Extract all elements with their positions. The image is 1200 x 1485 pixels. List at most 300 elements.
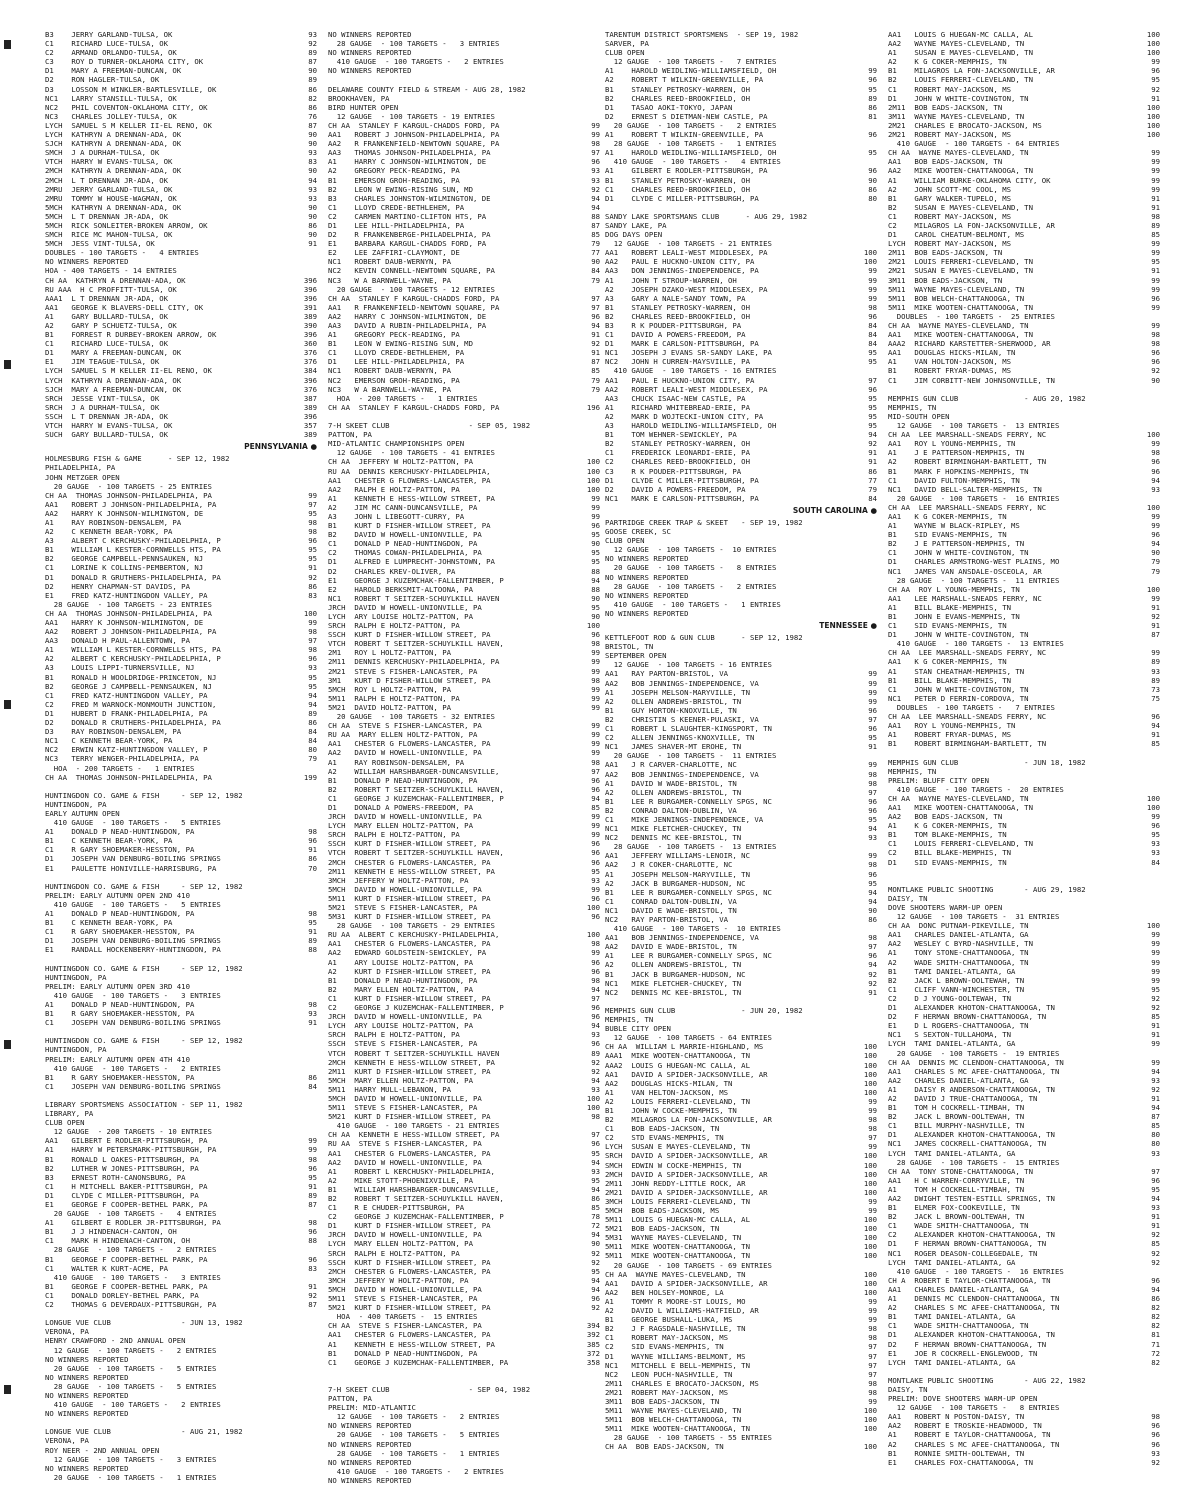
shooter-name: B1 RONNIE SMITH-OOLTEWAH, TN (888, 1448, 1025, 1458)
result-row (45, 563, 317, 572)
text-line: MID-ATLANTIC CHAMPIONSHIPS OPEN (328, 439, 465, 449)
shooter-name: A1 RAY ROBINSON-DENSALEM, PA (45, 517, 182, 527)
result-row (45, 1073, 317, 1082)
shooter-name: A1 HAROLD WEIDLING-WILLIAMSFIELD, OH (605, 66, 777, 76)
result-row (605, 706, 877, 715)
score: 91 (308, 845, 317, 855)
shooter-name: 5MCH DAVID W HOWELL-UNIONVILLE, PA (328, 1284, 482, 1294)
text-line: EARLY AUTUMN OPEN (45, 808, 120, 818)
result-row (888, 958, 1160, 967)
score: 96 (591, 966, 600, 976)
result-row (605, 942, 877, 951)
result-row (328, 1085, 600, 1094)
score: 94 (1151, 1194, 1160, 1203)
result-row (45, 1282, 317, 1291)
score: 99 (591, 130, 600, 140)
result-row (888, 366, 1160, 375)
shooter-name: C2 ARMAND ORLANDO-TULSA, OK (45, 48, 177, 58)
score: 92 (1151, 1248, 1160, 1258)
score: 96 (308, 654, 317, 664)
score: 97 (591, 148, 600, 158)
shooter-name: D1 F HERMAN BROWN-CHATTANOOGA, TN (888, 1239, 1047, 1249)
text-line: 28 GAUGE - 100 TARGETS - 55 ENTRIES (605, 1433, 772, 1443)
shooter-name: 5M11 KURT D FISHER-WILLOW STREET, PA (328, 893, 491, 903)
shooter-name: C1 JOSEPH VAN DENBURG-BOILING SPRINGS (45, 1081, 221, 1091)
text-line: ROY NEER - 2ND ANNUAL OPEN (45, 1445, 160, 1455)
score: 99 (868, 687, 877, 697)
shooter-name: AA2 MIKE WOOTEN-CHATTANOOGA, TN (888, 166, 1033, 176)
result-row (328, 339, 600, 348)
result-row (605, 960, 877, 969)
result-row (328, 557, 600, 566)
shooter-name: NC3 W A BARNWELL-WAYNE, PA (328, 384, 452, 394)
shooter-name: 2M11 BOB EADS-JACKSON, TN (888, 248, 1003, 258)
score: 99 (868, 284, 877, 294)
result-row (888, 1094, 1160, 1103)
shooter-name: AA2 ROBERT J JOHNSON-PHILADELPHIA, PA (45, 627, 217, 637)
score: 99 (591, 730, 600, 740)
shooter-name: A1 SUSAN E MAYES-CLEVELAND, TN (888, 48, 1033, 58)
score: 99 (1151, 57, 1160, 67)
shooter-name: C1 CONRAD DALTON-DUBLIN, VA (605, 896, 737, 906)
score: 85 (591, 230, 600, 240)
result-row (605, 879, 877, 888)
result-row (605, 112, 877, 121)
shooter-name: AA3 THOMAS JOHNSON-PHILADELPHIA, PA (328, 148, 491, 158)
shooter-name: LYCH SAMUEL S M KELLER II-EL RENO, OK (45, 120, 212, 130)
shooter-name: C1 SID EVANS-MEMPHIS, TN (888, 621, 1007, 631)
result-row (888, 448, 1160, 457)
score: 100 (1146, 130, 1160, 140)
result-row (888, 194, 1160, 203)
result-row (328, 357, 600, 366)
shooter-name: 2M21 LOUIS FERRERI-CLEVELAND, TN (888, 257, 1033, 267)
result-row (45, 385, 317, 394)
score: 99 (1151, 439, 1160, 449)
result-row (605, 851, 877, 860)
score: 90 (308, 230, 317, 240)
result-row (45, 176, 317, 185)
result-row (328, 1294, 600, 1303)
result-row (328, 321, 600, 330)
result-row (888, 157, 1160, 166)
shooter-name: JRCH DAVID W HOWELL-UNIONVILLE, PA (328, 1230, 482, 1240)
shooter-name: C3 ROY D TURNER-OKLAHOMA CITY, OK (45, 57, 204, 67)
result-row (605, 1361, 877, 1370)
text-line: 7-H SKEET CLUB - SEP 04, 1982 (328, 1384, 531, 1394)
score: 99 (591, 821, 600, 831)
shooter-name: 5MCH DAVID W HOWELL-UNIONVILLE, PA (328, 884, 482, 894)
shooter-name: NC2 DENNIS MC KEE-BRISTOL, TN (605, 987, 742, 997)
score: 98 (868, 1124, 877, 1134)
result-row (45, 39, 317, 48)
score: 376 (303, 384, 317, 394)
result-row (328, 594, 600, 603)
score: 87 (308, 1200, 317, 1209)
shooter-name: AA2 BOB JENNINGS-INDEPENDENCE, VA (605, 678, 759, 688)
score: 96 (591, 893, 600, 903)
shooter-name: B1 STANLEY PETROSKY-WARREN, OH (605, 84, 750, 94)
result-row (888, 1421, 1160, 1430)
shooter-name: B1 JOHN E EVANS-MEMPHIS, TN (888, 612, 1020, 621)
shooter-name: SMCH RICE MC MAHON-TULSA, OK (45, 230, 173, 240)
score: 98 (591, 757, 600, 767)
shooter-name: C1 DONALD DORLEY-BETHEL PARK, PA (45, 1290, 199, 1300)
result-row (888, 257, 1160, 266)
score: 93 (1151, 484, 1160, 494)
shooter-name: D1 JOHN W WHITE-COVINGTON, TN (888, 630, 1029, 640)
text-line: LONGUE VUE CLUB - JUN 13, 1982 (45, 1318, 243, 1328)
score: 91 (868, 448, 877, 458)
result-row (45, 112, 317, 121)
shooter-name: B2 DAVID W HOWELL-UNIONVILLE, PA (328, 530, 482, 540)
shooter-name: B2 JACK L BROWN-OOLTEWAH, TN (888, 1112, 1025, 1122)
shooter-name: D2 DAVID A POWERS-FREEDOM, PA (605, 484, 746, 494)
text-line: 12 GAUGE - 200 TARGETS - 10 ENTRIES (45, 1127, 212, 1137)
result-row (888, 1239, 1160, 1248)
shooter-name: 2M1 ROY L HOLTZ-PATTON, PA (328, 648, 452, 658)
result-row (45, 918, 317, 927)
text-line: NO WINNERS REPORTED (328, 1475, 412, 1485)
score: 96 (591, 311, 600, 321)
score: 92 (868, 969, 877, 979)
result-row (888, 1039, 1160, 1048)
text-line: 410 GAUGE - 100 TARGETS - 2 ENTRIES (45, 1400, 221, 1410)
score: 84 (308, 727, 317, 737)
result-row (888, 48, 1160, 57)
score: 95 (308, 918, 317, 928)
shooter-name: AA1 LOUIS G HUEGAN-MC CALLA, AL (888, 30, 1033, 39)
result-row (328, 839, 600, 848)
result-row (888, 121, 1160, 130)
shooter-name: LYCH SAMUEL S M KELLER II-EL RENO, OK (45, 366, 212, 376)
score: 98 (868, 1387, 877, 1397)
spacer (605, 997, 877, 1006)
result-row (328, 667, 600, 676)
result-row (45, 591, 317, 600)
result-row (888, 485, 1160, 494)
text-line: HOA - 400 TARGETS - 14 ENTRIES (45, 266, 177, 276)
shooter-name: A2 DAVID L WILLIAMS-HATFIELD, AR (605, 1306, 759, 1316)
shooter-name: B1 TOM WEHNER-SEWICKLEY, PA (605, 430, 737, 440)
result-row (328, 457, 600, 466)
score: 94 (591, 793, 600, 803)
shooter-name: B2 MILAGROS LA FON-JACKSONVILLE, AR (605, 1115, 772, 1125)
score: 100 (586, 903, 600, 912)
shooter-name: A2 MARK D WOJTECKI-UNION CITY, PA (605, 411, 764, 421)
score: 92 (1151, 1084, 1160, 1094)
shooter-name: AA2 CHARLES DANIEL-ATLANTA, GA (888, 1075, 1029, 1085)
shooter-name: C1 RICHARD LUCE-TULSA, OK (45, 39, 169, 49)
result-row (45, 312, 317, 321)
shooter-name: SSCH KURT D FISHER-WILLOW STREET, PA (328, 630, 491, 640)
result-row (45, 121, 317, 130)
shooter-name: 2MCH KATHRYN A DRENNAN-ADA, OK (45, 166, 182, 176)
result-row (605, 1324, 877, 1333)
score: 97 (868, 714, 877, 724)
result-row (45, 500, 317, 509)
result-row (888, 967, 1160, 976)
shooter-name: CH AA THOMAS JOHNSON-PHILADELPHIA, PA (45, 608, 212, 618)
score: 92 (308, 572, 317, 582)
result-row (45, 403, 317, 412)
shooter-name: 3MCH JEFFERY W HOLTZ-PATTON, PA (328, 875, 469, 885)
result-row (888, 1312, 1160, 1321)
shooter-name: B2 JACK L BROWN-OOLTEWAH, TN (888, 1212, 1025, 1222)
shooter-name: CH A ROBERT E TAYLOR-CHATTANOOGA, TN (888, 1275, 1051, 1285)
score: 91 (1151, 202, 1160, 212)
shooter-name: B1 GUY HORTON-KNOXVILLE, TN (605, 705, 737, 715)
result-row (45, 709, 317, 718)
shooter-name: NC2 JOHN H CURREN-MAYSVILLE, PA (605, 357, 750, 367)
results-column-3 (605, 30, 877, 1452)
result-row (605, 1161, 877, 1170)
result-row (888, 1230, 1160, 1239)
text-line: DELAWARE COUNTY FIELD & STREAM - AUG 28, 1982 (328, 84, 526, 94)
result-row (605, 860, 877, 869)
shooter-name: AA1 CHARLES S MC AFEE-CHATTANOOGA, TN (888, 1066, 1060, 1076)
result-row (328, 1249, 600, 1258)
result-row (605, 1179, 877, 1188)
score: 82 (1151, 1303, 1160, 1313)
result-row (605, 1197, 877, 1206)
text-line: NO WINNERS REPORTED (45, 1354, 129, 1364)
score: 79 (308, 754, 317, 764)
score: 87 (308, 120, 317, 130)
score: 98 (591, 1112, 600, 1122)
result-row (45, 394, 317, 403)
shooter-name: B2 SUSAN E MAYES-CLEVELAND, TN (888, 202, 1033, 212)
text-line: MEMPHIS GUN CLUB - AUG 20, 1982 (888, 393, 1086, 403)
shooter-name: B1 SID EVANS-MEMPHIS, TN (888, 530, 1007, 540)
shooter-name: A1 DONALD P NEAD-HUNTINGDON, PA (45, 827, 195, 837)
score: 94 (591, 1021, 600, 1031)
shooter-name: C2 BILL BLAKE-MEMPHIS, TN (888, 848, 1012, 858)
result-row (605, 321, 877, 330)
text-line: LIBRARY, PA (45, 1109, 94, 1119)
score: 98 (868, 302, 877, 312)
result-row (605, 1097, 877, 1106)
score: 76 (308, 111, 317, 121)
shooter-name: RU AA DENNIS KERCHUSKY-PHILADELPHIA, (328, 466, 491, 476)
result-row (328, 976, 600, 985)
result-row (605, 1333, 877, 1342)
score: 99 (1151, 975, 1160, 985)
score: 96 (591, 839, 600, 849)
score: 100 (586, 484, 600, 494)
shooter-name: A1 HARRY W PETERSMARK-PITTSBURGH, PA (45, 1145, 217, 1155)
shooter-name: D2 F HERMAN BROWN-CHATTANOOGA, TN (888, 1339, 1047, 1349)
result-row (888, 1330, 1160, 1339)
score: 90 (1151, 375, 1160, 385)
score: 98 (308, 627, 317, 637)
score: 86 (308, 1072, 317, 1082)
shooter-name: AA1 JEFFERY WILLIAMS-LENOIR, NC (605, 851, 750, 861)
score: 93 (1151, 839, 1160, 849)
shooter-name: 2M21 CHARLES E BROCATO-JACKSON, MS (888, 120, 1042, 130)
score: 92 (1151, 1003, 1160, 1013)
result-row (45, 1173, 317, 1182)
result-row (45, 185, 317, 194)
result-row (605, 1288, 877, 1297)
shooter-name: B2 LOUIS FERRERI-CLEVELAND, TN (888, 75, 1033, 85)
score: 96 (868, 796, 877, 806)
score: 95 (868, 878, 877, 888)
text-line: TARENTUM DISTRICT SPORTSMENS - SEP 19, 1982 (605, 30, 799, 39)
shooter-name: 2M11 DENNIS KERCHUSKY-PHILADELPHIA, PA (328, 657, 500, 667)
shooter-name: NC1 JAMES SHAVER-MT EROHE, TN (605, 742, 742, 752)
result-row (605, 176, 877, 185)
score: 92 (1151, 612, 1160, 621)
score: 91 (591, 330, 600, 340)
result-row (328, 585, 600, 594)
text-line: CLUB OPEN (605, 536, 645, 546)
result-row (45, 203, 317, 212)
score: 90 (868, 905, 877, 915)
score: 99 (308, 1145, 317, 1155)
score: 95 (1151, 830, 1160, 840)
shooter-name: D2 RON HAGLER-TULSA, OK (45, 75, 160, 85)
results-column-2 (328, 30, 600, 1485)
shooter-name: AA1 RAY PARTON-BRISTOL, VA (605, 669, 729, 679)
result-row (328, 157, 600, 166)
result-row (45, 130, 317, 139)
shooter-name: C1 JOHN W WHITE-COVINGTON, TN (888, 684, 1029, 694)
text-line: 28 GAUGE - 100 TARGETS - 11 ENTRIES (888, 575, 1060, 585)
score: 93 (1151, 848, 1160, 858)
score: 99 (868, 275, 877, 285)
shooter-name: A1 BILL BLAKE-MEMPHIS, TN (888, 602, 1012, 612)
shooter-name: AA2 HARRY C JOHNSON-WILMINGTON, DE (328, 311, 487, 321)
shooter-name: C2 D J YOUNG-OOLTEWAH, TN (888, 993, 1012, 1003)
score: 91 (308, 563, 317, 573)
text-line: NO WINNERS REPORTED (328, 66, 412, 76)
spacer (328, 1367, 600, 1376)
result-row (45, 421, 317, 430)
score: 92 (1151, 1257, 1160, 1267)
result-row (888, 1412, 1160, 1421)
score: 94 (591, 1157, 600, 1167)
score: 84 (868, 321, 877, 330)
shooter-name: AA2 BEN HOLSEY-MONROE, LA (605, 1287, 724, 1297)
result-row (328, 530, 600, 539)
shooter-name: SJCH KATHRYN A DRENNAN-ADA, OK (45, 139, 182, 149)
score: 99 (591, 502, 600, 512)
result-row (328, 248, 600, 257)
score: 97 (868, 942, 877, 952)
result-row (328, 948, 600, 957)
result-row (45, 909, 317, 918)
result-row (888, 585, 1160, 594)
shooter-name: A2 JOSEPH DZAKO-WEST MIDDLESEX, PA (605, 284, 768, 294)
score: 94 (591, 984, 600, 994)
shooter-name: D1 LEE HILL-PHILADELPHIA, PA (328, 357, 465, 367)
score: 99 (868, 1142, 877, 1152)
score: 98 (591, 139, 600, 149)
text-line: 20 GAUGE - 100 TARGETS - 1 ENTRIES (45, 1472, 217, 1482)
result-row (328, 1303, 600, 1312)
shooter-name: CH AA LEE MARSHALL-SNEADS FERRY, NC (888, 502, 1047, 512)
shooter-name: AA2 R FRANKENFIELD-NEWTOWN SQUARE, PA (328, 139, 500, 149)
score: 95 (868, 411, 877, 421)
result-row (328, 467, 600, 476)
score: 96 (591, 957, 600, 967)
score: 97 (591, 993, 600, 1003)
score: 99 (1151, 930, 1160, 940)
text-line: DOUBLES - 100 TARGETS - 7 ENTRIES (888, 702, 1055, 712)
score: 99 (868, 1105, 877, 1115)
score: 92 (591, 339, 600, 349)
result-row (605, 1352, 877, 1361)
score: 95 (868, 84, 877, 94)
score: 97 (868, 787, 877, 797)
shooter-name: RU AA STEVE S FISHER-LANCASTER, PA (328, 1139, 482, 1149)
score: 88 (308, 1236, 317, 1246)
text-line: 410 GAUGE - 100 TARGETS - 13 ENTRIES (888, 639, 1064, 649)
result-row (45, 673, 317, 682)
score: 96 (591, 157, 600, 167)
text-line: JOHN METZGER OPEN (45, 472, 120, 482)
shooter-name: AA1 ROBERT J JOHNSON-PHILADELPHIA, PA (328, 130, 500, 140)
shooter-name: SRCH J A DURHAM-TULSA, OK (45, 402, 160, 412)
score: 97 (868, 1351, 877, 1361)
shooter-name: 2M21 ROBERT MAY-JACKSON, MS (605, 1387, 729, 1397)
result-row (45, 330, 317, 339)
text-line: 410 GAUGE - 100 TARGETS - 2 ENTRIES (45, 1063, 221, 1073)
shooter-name: A1 WAYNE W BLACK-RIPLEY, MS (888, 521, 1020, 531)
shooter-name: C1 CHARLES REED-BROOKFIELD, OH (605, 184, 750, 194)
score: 99 (591, 666, 600, 676)
result-row (605, 294, 877, 303)
shooter-name: NC1 PETER D FERRIN-CORDOVA, TN (888, 693, 1029, 703)
text-line: 12 GAUGE - 100 TARGETS - 41 ENTRIES (328, 448, 495, 458)
shooter-name: CH AA KENNETH E HESS-WILLOW STREET, PA (328, 1130, 500, 1140)
score: 91 (1151, 730, 1160, 740)
punch-mark (4, 1385, 11, 1394)
score: 94 (591, 193, 600, 203)
result-row (888, 1440, 1160, 1449)
result-row (328, 767, 600, 776)
result-row (328, 694, 600, 703)
shooter-name: 5M21 BOB EADS-JACKSON, TN (605, 1224, 720, 1234)
score: 98 (308, 909, 317, 918)
text-line: NO WINNERS REPORTED (45, 257, 129, 267)
result-row (888, 1285, 1160, 1294)
result-row (45, 509, 317, 518)
text-line: DOUBLES - 100 TARGETS - 4 ENTRIES (45, 248, 199, 258)
score: 90 (591, 257, 600, 267)
shooter-name: A1 ROBERT E TAYLOR-CHATTANOOGA, TN (888, 1430, 1051, 1440)
shooter-name: 5MCH BOB EADS-JACKSON, MS (605, 1206, 720, 1215)
result-row (888, 439, 1160, 448)
text-line: MID-SOUTH OPEN (888, 411, 950, 421)
result-row (888, 1258, 1160, 1267)
result-row (888, 512, 1160, 521)
shooter-name: CH AA THOMAS JOHNSON-PHILADELPHIA, PA (45, 490, 212, 500)
shooter-name: C1 CLIFF VANN-WINCHESTER, TN (888, 984, 1025, 994)
shooter-name: B3 JERRY GARLAND-TULSA, OK (45, 30, 173, 39)
shooter-name: 2M11 BOB EADS-JACKSON, TN (888, 102, 1003, 112)
score: 100 (863, 1287, 877, 1297)
result-row (328, 1212, 600, 1221)
result-row (605, 988, 877, 997)
score: 87 (308, 1300, 317, 1310)
shooter-name: A1 RAY ROBINSON-DENSALEM, PA (328, 757, 465, 767)
text-line: MEMPHIS, TN (605, 1015, 654, 1025)
result-row (45, 1300, 317, 1309)
result-row (888, 530, 1160, 539)
result-row (605, 1061, 877, 1070)
